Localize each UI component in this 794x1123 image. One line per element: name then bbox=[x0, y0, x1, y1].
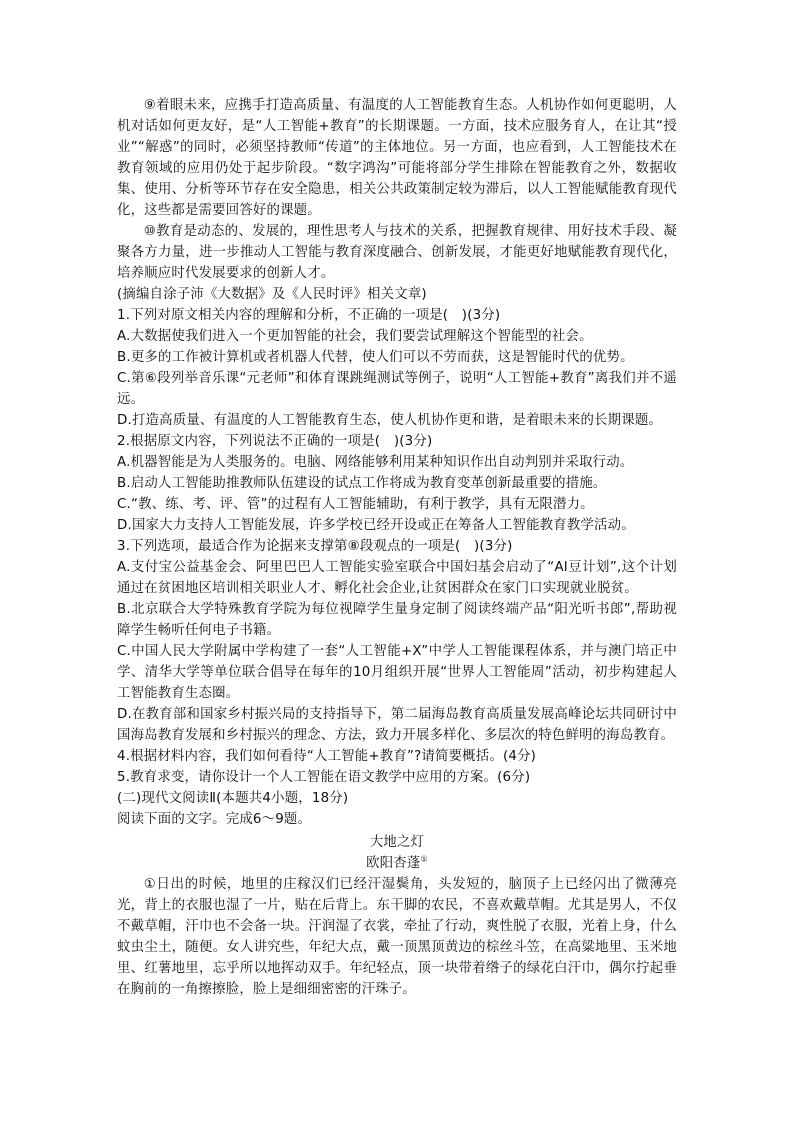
question-1-option-d: D.打造高质量、有温度的人工智能教育生态，使人机协作更和谐，是着眼未来的长期课题。 bbox=[117, 413, 662, 428]
question-3-stem: 3.下列选项，最适合作为论据来支撑第⑧段观点的一项是( )(3分) bbox=[117, 539, 513, 554]
section-2-heading: (二)现代文阅读Ⅱ(本题共4小题，18分) bbox=[117, 791, 349, 806]
article-author bbox=[117, 853, 677, 874]
question-2-option-c: C.“教、练、考、评、管”的过程有人工智能辅助，有利于教学，具有无限潜力。 bbox=[117, 497, 594, 512]
paragraph-9: ⑨着眼未来，应携手打造高质量、有温度的人工智能教育生态。人机协作如何更聪明，人机对话如何更友好，是“人工智能+教育”的长期课题。一方面，技术应服务育人，在让其“授业”“解惑”的同时，必须坚持教师“传道”的主体地位。另一方面，也应看到，人工智能技术在教育领域的应用仍处于起步阶段。“数字鸿沟”可能将部分学生排除在智能教育之外，数据收集、使用、分析等环节存在安全隐患，相关公共政策制定较为滞后，以人工智能赋能教育现代化，这些都是需要回答好的课题。 bbox=[117, 98, 677, 218]
question-2-option-a: A.机器智能是为人类服务的。电脑、网络能够利用某种知识作出自动判别并采取行动。 bbox=[117, 455, 634, 470]
author-name: 欧阳杏蓬 bbox=[366, 856, 421, 871]
question-1-option-b: B.更多的工作被计算机或者机器人代替，使人们可以不劳而获，这是智能时代的优势。 bbox=[117, 350, 634, 365]
question-1-option-a: A.大数据使我们进入一个更加智能的社会，我们要尝试理解这个智能型的社会。 bbox=[117, 329, 593, 344]
section-2-instruction: 阅读下面的文字。完成6～9题。 bbox=[117, 812, 312, 827]
article-paragraph-1: ①日出的时候，地里的庄稼汉们已经汗湿鬓角，头发短的，脑顶子上已经闪出了微薄亮光，背上的衣服也湿了一片，贴在后背上。东干脚的农民，不喜欢戴草帽。尤其是男人，不仅不戴草帽，汗巾也不会备一块。汗润湿了衣裳，牵扯了行动，爽性脱了衣服，光着上身，什么蚊虫尘土，随便。女人讲究些，年纪大点，戴一顶黑顶黄边的棕丝斗笠，在高粱地里、玉米地里、红薯地里，忘乎所以地挥动双手。年纪轻点，顶一块带着绺子的绿花白汗巾，偶尔拧起垂在胸前的一角擦擦脸，脸上是细细密密的汗珠子。 bbox=[117, 877, 677, 997]
question-2-option-b: B.启动人工智能助推教师队伍建设的试点工作将成为教育变革创新最重要的措施。 bbox=[117, 476, 607, 491]
question-3-option-c: C.中国人民大学附属中学构建了一套“人工智能+X”中学人工智能课程体系，并与澳门培正中学、清华大学等单位联合倡导在每年的10月组织开展“世界人工智能周”活动，初步构建起人工智能教育生态圈。 bbox=[117, 644, 677, 701]
author-footnote-mark: ① bbox=[420, 854, 428, 864]
question-5: 5.教育求变，请你设计一个人工智能在语文教学中应用的方案。(6分) bbox=[117, 770, 531, 785]
question-3-option-d: D.在教育部和国家乡村振兴局的支持指导下，第二届海岛教育高质量发展高峰论坛共同研讨中国海岛教育发展和乡村振兴的理念、方法，致力开展多样化、多层次的特色鲜明的海岛教育。 bbox=[117, 707, 677, 743]
question-1-stem: 1.下列对原文相关内容的理解和分析，不正确的一项是( )(3分) bbox=[117, 308, 501, 323]
source-note: (摘编自涂子沛《大数据》及《人民时评》相关文章) bbox=[117, 287, 427, 302]
question-2-option-d: D.国家大力支持人工智能发展，许多学校已经开设或正在筹备人工智能教育教学活动。 bbox=[117, 518, 635, 533]
paragraph-10: ⑩教育是动态的、发展的，理性思考人与技术的关系，把握教育规律、用好技术手段、凝聚各方力量，进一步推动人工智能与教育深度融合、创新发展，才能更好地赋能教育现代化，培养顺应时代发展要求的创新人才。 bbox=[117, 224, 677, 281]
question-2-stem: 2.根据原文内容，下列说法不正确的一项是( )(3分) bbox=[117, 434, 433, 449]
question-1-option-c: C.第⑥段列举音乐课“元老师”和体育课跳绳测试等例子，说明“人工智能+教育”离我们并不遥远。 bbox=[117, 371, 677, 407]
question-4: 4.根据材料内容，我们如何看待“人工智能+教育”?请简要概括。(4分) bbox=[117, 749, 537, 764]
article-title: 大地之灯 bbox=[369, 835, 425, 850]
document-page bbox=[117, 95, 677, 1000]
question-3-option-b: B.北京联合大学特殊教育学院为每位视障学生量身定制了阅读终端产品“阳光听书郎”,帮助视障学生畅听任何电子书籍。 bbox=[117, 602, 677, 638]
question-3-option-a: A.支付宝公益基金会、阿里巴巴人工智能实验室联合中国妇基会启动了“AI豆计划”,这个计划通过在贫困地区培训相关职业人才、孵化社会企业,让贫困群众在家门口实现就业脱贫。 bbox=[117, 560, 677, 596]
